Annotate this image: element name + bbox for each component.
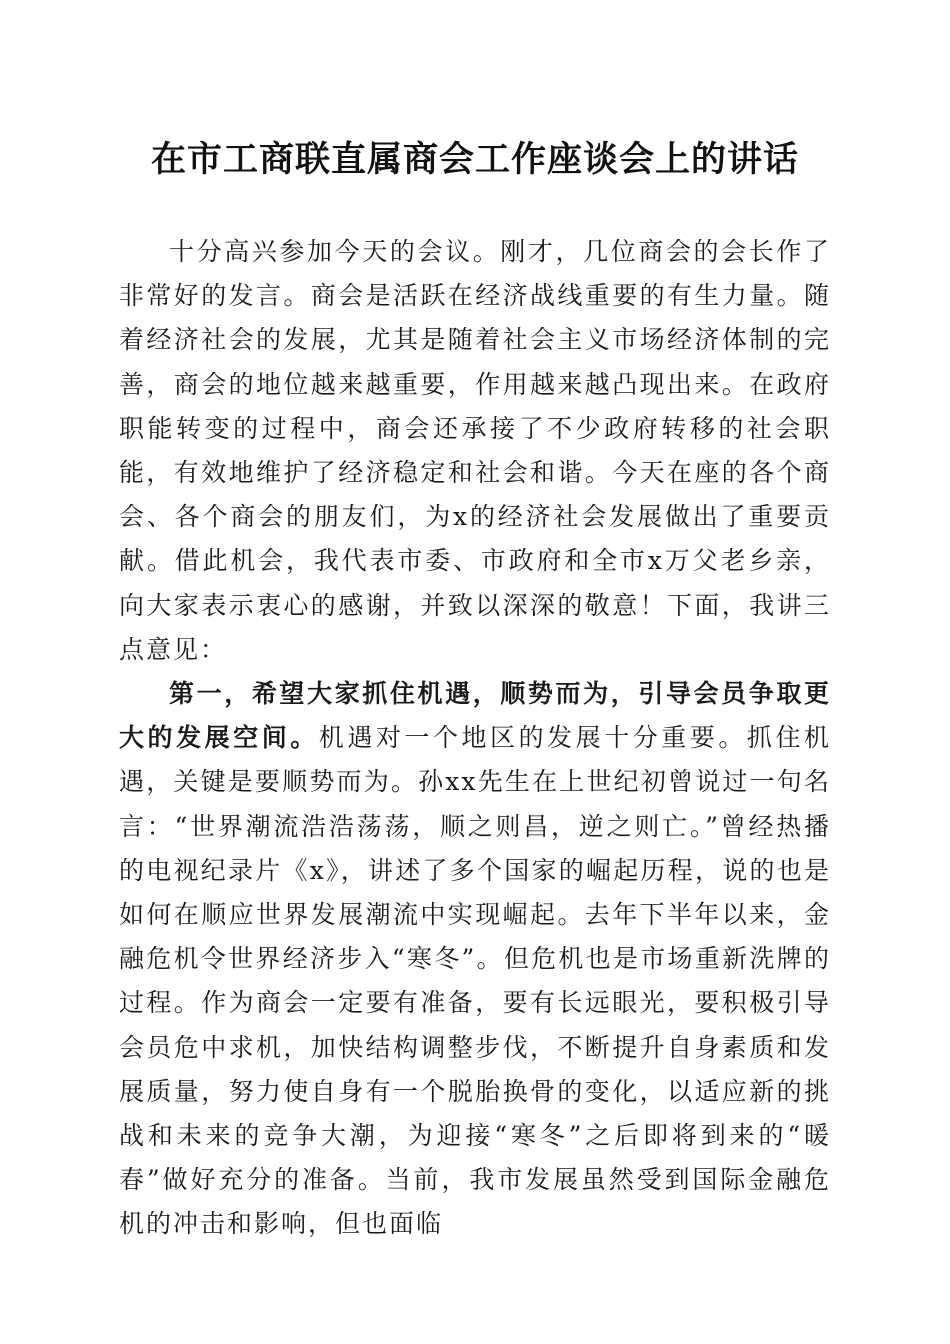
document-body [119, 230, 831, 1247]
document-title: 在市工商联直属商会工作座谈会上的讲话 [150, 139, 799, 180]
paragraph [119, 672, 831, 1247]
paragraph-lead: 第一，希望大家抓住机遇，顺势而为，引导会员争取更大的发展空间。 [119, 679, 831, 753]
paragraph [119, 230, 831, 672]
paragraph-text: 十分高兴参加今天的会议。刚才，几位商会的会长作了非常好的发言。商会是活跃在经济战线重要的有生力量。随着经济社会的发展，尤其是随着社会主义市场经济体制的完善，商会的地位越来越重要，作用越来越凸现出来。在政府职能转变的过程中，商会还承接了不少政府转移的社会职能，有效地维护了经济稳定和社会和谐。今天在座的各个商会、各个商会的朋友们，为x的经济社会发展做出了重要贡献。借此机会，我代表市委、市政府和全市x万父老乡亲，向大家表示衷心的感谢，并致以深深的敬意！下面，我讲三点意见： [119, 237, 831, 664]
paragraph-text: 机遇对一个地区的发展十分重要。抓住机遇，关键是要顺势而为。孙xx先生在上世纪初曾说过一句名言：“世界潮流浩浩荡荡，顺之则昌，逆之则亡。”曾经热播的电视纪录片《x》，讲述了多个国家的崛起历程，说的也是如何在顺应世界发展潮流中实现崛起。去年下半年以来，金融危机令世界经济步入“寒冬”。但危机也是市场重新洗牌的过程。作为商会一定要有准备，要有长远眼光，要积极引导会员危中求机，加快结构调整步伐，不断提升自身素质和发展质量，努力使自身有一个脱胎换骨的变化，以适应新的挑战和未来的竞争大潮，为迎接“寒冬”之后即将到来的“暖春”做好充分的准备。当前，我市发展虽然受到国际金融危机的冲击和影响，但也面临 [119, 723, 831, 1239]
